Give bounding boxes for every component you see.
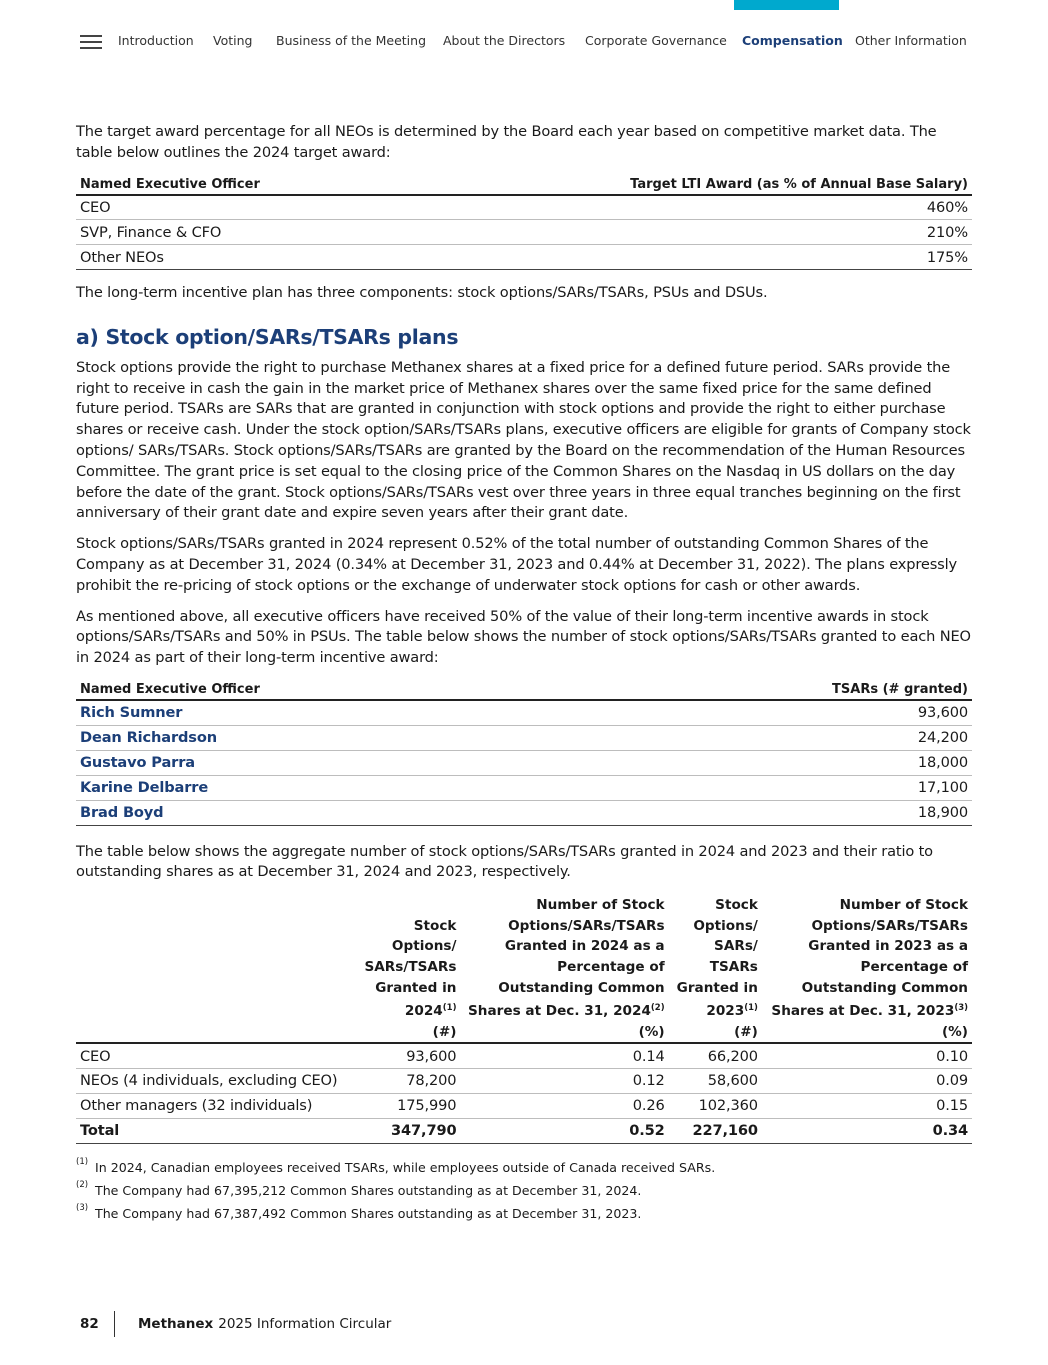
tsar-grants-table <box>76 680 972 826</box>
top-navigation <box>0 0 1048 70</box>
officer-name-link[interactable]: Brad Boyd <box>80 804 164 822</box>
table-row <box>76 1068 972 1093</box>
table-row <box>76 220 972 245</box>
row-value: 18,000 <box>583 750 972 775</box>
column-header: Named Executive Officer <box>76 175 391 195</box>
table-row <box>76 750 972 775</box>
footer-brand: Methanex <box>138 1316 214 1332</box>
row-value: 78,200 <box>344 1068 460 1093</box>
header-row <box>76 895 972 1022</box>
row-value: 0.10 <box>762 1043 972 1068</box>
footnote-text: In 2024, Canadian employees received TSARs, while employees outside of Canada received SARs. <box>95 1159 716 1175</box>
table-row <box>76 245 972 270</box>
footnote-mark: (2) <box>76 1179 89 1190</box>
row-value: 93,600 <box>344 1043 460 1068</box>
nav-item-about-the-directors[interactable]: About the Directors <box>443 33 566 48</box>
officer-name-link[interactable]: Karine Delbarre <box>80 779 209 797</box>
unit-label: (#) <box>344 1022 460 1044</box>
row-value: 18,900 <box>583 800 972 825</box>
footer-title: 2025 Information Circular <box>218 1316 392 1332</box>
footnote-mark: (3) <box>76 1202 89 1213</box>
total-row <box>76 1118 972 1143</box>
footnote-mark: (1) <box>76 1156 89 1167</box>
row-label: CEO <box>76 195 391 220</box>
row-value: 210% <box>391 220 972 245</box>
column-header: Number of Stock Options/SARs/TSARs Granted in 2024 as a Percentage of Outstanding Common Shares at Dec. 31, 2024$^{(2)}$ <box>468 897 665 1020</box>
nav-item-business-of-the-meeting[interactable]: Business of the Meeting <box>276 33 426 48</box>
table-row <box>76 725 972 750</box>
column-header: TSARs (# granted) <box>583 680 972 700</box>
active-section-indicator <box>734 0 839 10</box>
row-value: 175% <box>391 245 972 270</box>
row-label: Other NEOs <box>76 245 391 270</box>
body-paragraph: Stock options provide the right to purchase Methanex shares at a fixed price for a defined future period. SARs provide the right to receive in cash the gain in the market price of Methanex shares over the same fixed price for the same defined future period. TSARs are SARs that are granted in conjunction with stock options and provide the right to either purchase shares or receive cash. Under the stock option/SARs/TSARs plans, executive officers are eligible for grants of Company stock options/ SARs/TSARs. Stock options/SARs/TSARs are granted by the Board on the recommendation of the Human Resources Committee. The grant price is set equal to the closing price of the Common Shares on the Nasdaq in US dollars on the day before the date of the grant. Stock options/SARs/TSARs vest over three years in three equal tranches beginning on the first anniversary of their grant date and expire seven years after their grant date. <box>76 358 971 522</box>
officer-name-link[interactable]: Gustavo Parra <box>80 754 195 772</box>
row-value: 0.09 <box>762 1068 972 1093</box>
body-paragraph: Stock options/SARs/TSARs granted in 2024 represent 0.52% of the total number of outstanding Common Shares of the Company as at December 31, 2024 (0.34% at December 31, 2023 and 0.44% at December 31, 2022). The plans expressly prohibit the re-pricing of stock options or the exchange of underwater stock options for cash or other awards. <box>76 535 958 594</box>
row-value: 347,790 <box>344 1118 460 1143</box>
row-value: 0.26 <box>460 1093 668 1118</box>
page-footer <box>80 1311 391 1337</box>
row-label: Total <box>76 1118 344 1143</box>
target-award-table <box>76 175 972 271</box>
table-row <box>76 1093 972 1118</box>
row-value: 227,160 <box>669 1118 762 1143</box>
column-header <box>76 895 344 1022</box>
aggregate-paragraph: The table below shows the aggregate number of stock options/SARs/TSARs granted in 2024 and 2023 and their ratio to outstanding shares as at December 31, 2024 and 2023, respectively. <box>76 842 933 881</box>
unit-label: (%) <box>460 1022 668 1044</box>
row-value: 0.15 <box>762 1093 972 1118</box>
footnote-text: The Company had 67,395,212 Common Shares outstanding as at December 31, 2024. <box>95 1182 642 1198</box>
aggregate-grants-table <box>76 895 972 1144</box>
units-row <box>76 1022 972 1044</box>
row-label: SVP, Finance & CFO <box>76 220 391 245</box>
row-label: NEOs (4 individuals, excluding CEO) <box>76 1068 344 1093</box>
row-value: 58,600 <box>669 1068 762 1093</box>
row-value: 0.12 <box>460 1068 668 1093</box>
row-label: Other managers (32 individuals) <box>76 1093 344 1118</box>
table-row <box>76 195 972 220</box>
page-content <box>76 122 972 1225</box>
row-value: 93,600 <box>583 700 972 725</box>
nav-item-corporate-governance[interactable]: Corporate Governance <box>585 33 727 48</box>
row-value: 24,200 <box>583 725 972 750</box>
unit-label <box>76 1022 344 1044</box>
footnotes <box>76 1156 972 1225</box>
components-paragraph: The long-term incentive plan has three components: stock options/SARs/TSARs, PSUs and DSUs. <box>76 284 768 302</box>
column-header: Stock Options/ SARs/ TSARs Granted in 2023$^{(1)}$ <box>676 897 758 1020</box>
body-paragraph: As mentioned above, all executive officers have received 50% of the value of their long-term incentive awards in stock options/SARs/TSARs and 50% in PSUs. The table below shows the number of stock options/SARs/TSARs granted to each NEO in 2024 as part of their long-term incentive award: <box>76 607 971 667</box>
row-value: 17,100 <box>583 775 972 800</box>
column-header: Stock Options/ SARs/TSARs Granted in 2024$^{(1)}$ <box>364 917 457 1020</box>
unit-label: (#) <box>669 1022 762 1044</box>
section-heading: a) Stock option/SARs/TSARs plans <box>76 324 459 349</box>
intro-paragraph: The target award percentage for all NEOs is determined by the Board each year based on competitive market data. The table below outlines the 2024 target award: <box>76 123 937 161</box>
row-label: CEO <box>76 1043 344 1068</box>
footnote <box>76 1156 972 1179</box>
table-row <box>76 775 972 800</box>
nav-item-other-information[interactable]: Other Information <box>855 33 967 48</box>
officer-name-link[interactable]: Dean Richardson <box>80 729 217 747</box>
column-header: Named Executive Officer <box>76 680 583 700</box>
column-header: Number of Stock Options/SARs/TSARs Granted in 2023 as a Percentage of Outstanding Common Shares at Dec. 31, 2023$^{(3)}$ <box>771 897 968 1020</box>
unit-label: (%) <box>762 1022 972 1044</box>
nav-item-introduction[interactable]: Introduction <box>118 33 194 48</box>
row-value: 460% <box>391 195 972 220</box>
nav-item-compensation[interactable]: Compensation <box>742 33 843 48</box>
footnote <box>76 1202 972 1225</box>
page-number: 82 <box>80 1316 99 1332</box>
row-value: 102,360 <box>669 1093 762 1118</box>
row-value: 175,990 <box>344 1093 460 1118</box>
table-row <box>76 1043 972 1068</box>
row-value: 66,200 <box>669 1043 762 1068</box>
table-row <box>76 700 972 725</box>
hamburger-menu-icon[interactable] <box>80 35 102 49</box>
row-value: 0.14 <box>460 1043 668 1068</box>
officer-name-link[interactable]: Rich Sumner <box>80 704 183 722</box>
table-row <box>76 800 972 825</box>
footnote <box>76 1179 972 1202</box>
row-value: 0.52 <box>460 1118 668 1143</box>
nav-item-voting[interactable]: Voting <box>213 33 253 48</box>
footer-divider <box>114 1311 115 1337</box>
column-header: Target LTI Award (as % of Annual Base Salary) <box>391 175 972 195</box>
row-value: 0.34 <box>762 1118 972 1143</box>
footnote-text: The Company had 67,387,492 Common Shares outstanding as at December 31, 2023. <box>95 1205 642 1221</box>
